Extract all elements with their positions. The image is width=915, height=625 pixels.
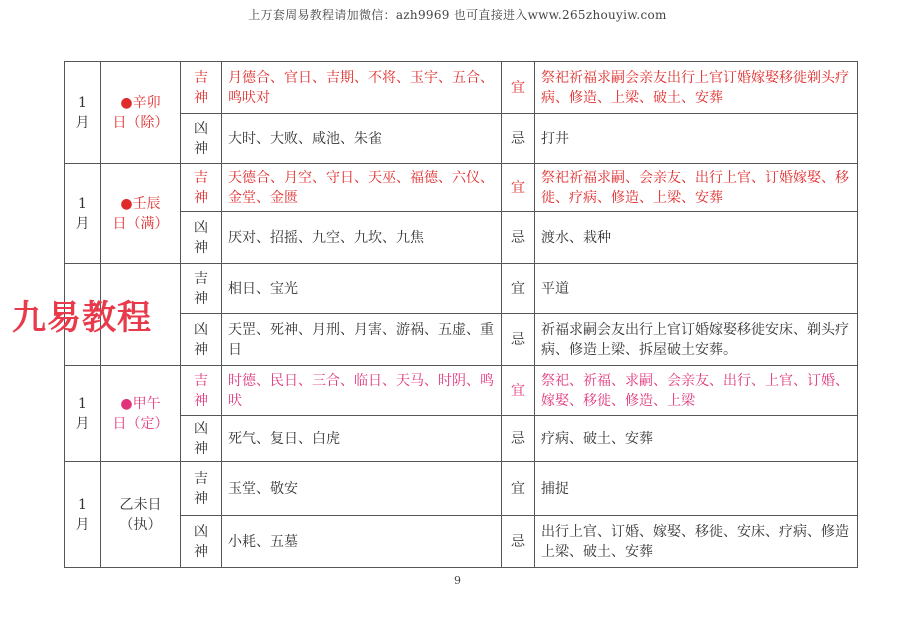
day-cell: ●甲午 日（定） [101, 366, 181, 462]
inauspicious-gods: 厌对、招摇、九空、九坎、九焦 [222, 212, 502, 264]
auspicious-label: 吉 神 [181, 462, 222, 516]
auspicious-label: 吉 神 [181, 264, 222, 314]
avoid-label: 忌 [502, 314, 535, 366]
auspicious-gods: 相日、宝光 [222, 264, 502, 314]
inauspicious-gods: 天罡、死神、月刑、月害、游祸、五虚、重日 [222, 314, 502, 366]
table-row [65, 264, 858, 314]
suitable-label: 宜 [502, 62, 535, 114]
table-row [65, 164, 858, 212]
day-cell: ●辛卯 日（除） [101, 62, 181, 164]
month-cell: 1 月 [65, 366, 101, 462]
table-row [65, 314, 858, 366]
table-row [65, 366, 858, 416]
avoid-label: 忌 [502, 516, 535, 568]
auspicious-gods: 玉堂、敬安 [222, 462, 502, 516]
suitable-activities: 祭祀、祈福、求嗣、会亲友、出行、上官、订婚、嫁娶、移徙、修造、上梁 [535, 366, 858, 416]
table-row [65, 516, 858, 568]
inauspicious-gods: 小耗、五墓 [222, 516, 502, 568]
table-row [65, 462, 858, 516]
auspicious-label: 吉 神 [181, 164, 222, 212]
inauspicious-label: 凶 神 [181, 314, 222, 366]
suitable-activities: 平道 [535, 264, 858, 314]
almanac-table [64, 61, 858, 568]
table-row [65, 114, 858, 164]
month-cell: 1 月 [65, 62, 101, 164]
auspicious-gods: 时德、民日、三合、临日、天马、时阴、鸣吠 [222, 366, 502, 416]
inauspicious-label: 凶 神 [181, 516, 222, 568]
watermark-text: 九易教程 [12, 298, 152, 338]
month-cell: 1 月 [65, 462, 101, 568]
inauspicious-gods: 大时、大败、咸池、朱雀 [222, 114, 502, 164]
suitable-label: 宜 [502, 164, 535, 212]
auspicious-label: 吉 神 [181, 366, 222, 416]
month-cell: 1 月 [65, 164, 101, 264]
page-number: 9 [454, 574, 461, 587]
avoid-activities: 打井 [535, 114, 858, 164]
suitable-label: 宜 [502, 462, 535, 516]
header-banner: 上万套周易教程请加微信：azh9969 也可直接进入www.265zhouyiw.com [248, 8, 667, 22]
table-row [65, 212, 858, 264]
suitable-activities: 捕捉 [535, 462, 858, 516]
inauspicious-label: 凶 神 [181, 114, 222, 164]
avoid-activities: 渡水、栽种 [535, 212, 858, 264]
inauspicious-label: 凶 神 [181, 212, 222, 264]
avoid-label: 忌 [502, 212, 535, 264]
avoid-activities: 疗病、破土、安葬 [535, 416, 858, 462]
auspicious-gods: 月德合、官日、吉期、不将、玉宇、五合、鸣吠对 [222, 62, 502, 114]
day-cell: 乙未日 （执） [101, 462, 181, 568]
avoid-activities: 出行上官、订婚、嫁娶、移徙、安床、疗病、修造上梁、破土、安葬 [535, 516, 858, 568]
day-cell: ●壬辰 日（满） [101, 164, 181, 264]
avoid-label: 忌 [502, 114, 535, 164]
avoid-label: 忌 [502, 416, 535, 462]
table-row [65, 416, 858, 462]
suitable-label: 宜 [502, 264, 535, 314]
auspicious-label: 吉 神 [181, 62, 222, 114]
avoid-activities: 祈福求嗣会友出行上官订婚嫁娶移徙安床、剃头疗病、修造上梁、拆屋破土安葬。 [535, 314, 858, 366]
suitable-activities: 祭祀祈福求嗣、会亲友、出行上官、订婚嫁娶、移徙、疗病、修造、上梁、安葬 [535, 164, 858, 212]
auspicious-gods: 天德合、月空、守日、天巫、福德、六仪、金堂、金匮 [222, 164, 502, 212]
suitable-activities: 祭祀祈福求嗣会亲友出行上官订婚嫁娶移徙剃头疗病、修造、上梁、破土、安葬 [535, 62, 858, 114]
inauspicious-label: 凶 神 [181, 416, 222, 462]
inauspicious-gods: 死气、复日、白虎 [222, 416, 502, 462]
table-row [65, 62, 858, 114]
suitable-label: 宜 [502, 366, 535, 416]
